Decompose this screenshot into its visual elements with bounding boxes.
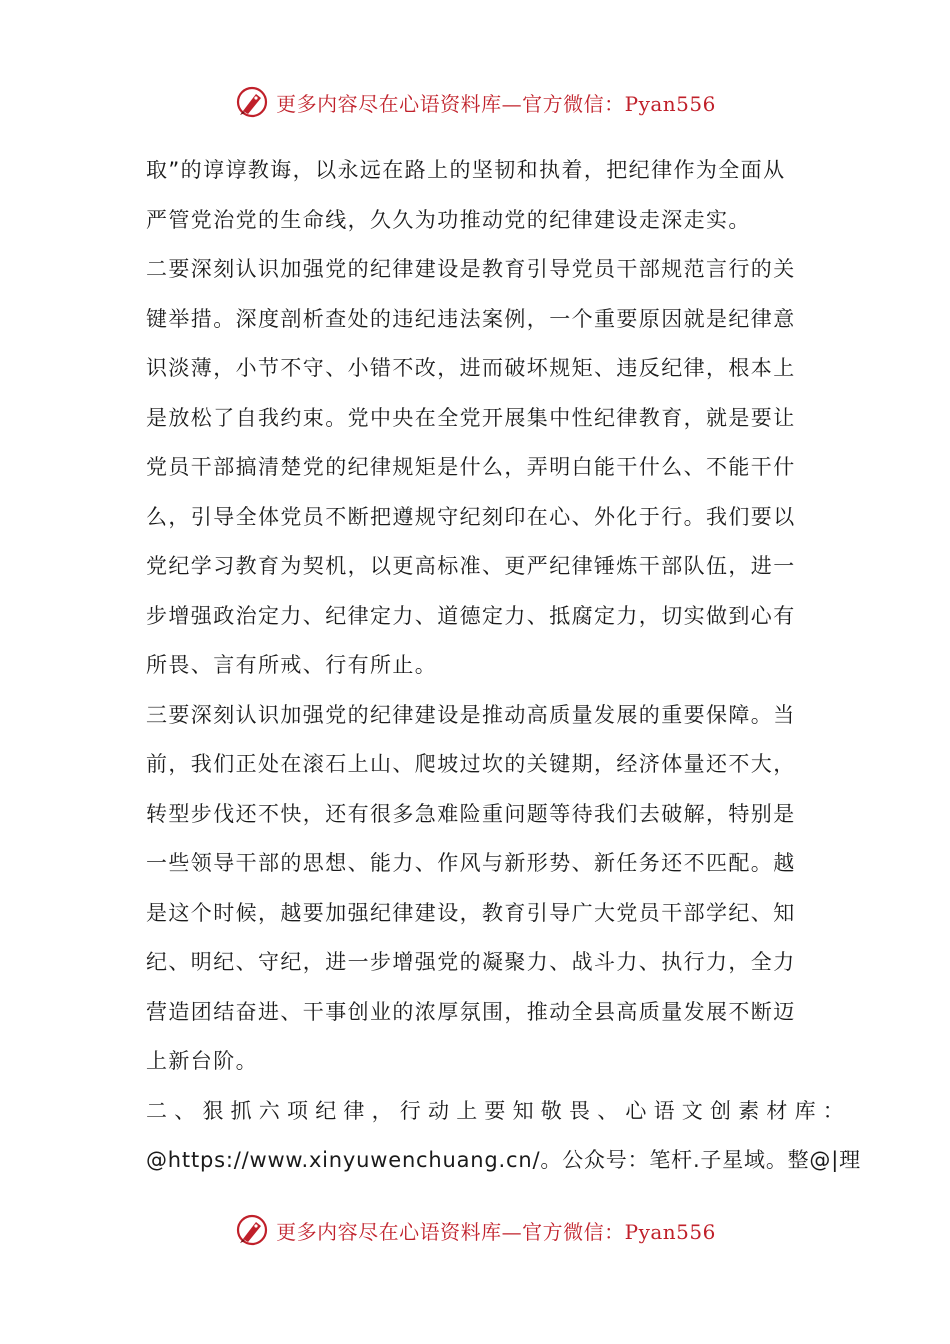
body-line: 纪、明纪、守纪，进一步增强党的凝聚力、战斗力、执行力，全力 bbox=[146, 950, 796, 974]
body-line: 是放松了自我约束。党中央在全党开展集中性纪律教育，就是要让 bbox=[146, 405, 796, 430]
body-line: 营造团结奋进、干事创业的浓厚氛围，推动全县高质量发展不断迈 bbox=[146, 999, 796, 1024]
body-line: 键举措。深度剖析查处的违纪违法案例，一个重要原因就是纪律意 bbox=[146, 306, 796, 331]
body-line: 转型步伐还不快，还有很多急难险重问题等待我们去破解，特别是 bbox=[146, 801, 796, 826]
body-line: 党员干部搞清楚党的纪律规矩是什么，弄明白能干什么、不能干什 bbox=[146, 455, 796, 479]
header-watermark-text: 更多内容尽在心语资料库—官方微信：Pyan556 bbox=[276, 91, 716, 116]
body-line: 前，我们正处在滚石上山、爬坡过坎的关键期，经济体量还不大， bbox=[146, 752, 796, 776]
document-body bbox=[146, 146, 861, 1186]
body-line: 党纪学习教育为契机，以更高标准、更严纪律锤炼干部队伍，进一 bbox=[146, 554, 796, 578]
body-line: 三要深刻认识加强党的纪律建设是推动高质量发展的重要保障。当 bbox=[146, 702, 796, 727]
body-line: 上新台阶。 bbox=[146, 1049, 258, 1073]
body-line: 严管党治党的生命线，久久为功推动党的纪律建设走深走实。 bbox=[146, 207, 751, 232]
body-line: 取”的谆谆教诲，以永远在路上的坚韧和执着，把纪律作为全面从 bbox=[146, 158, 786, 182]
section-heading-line: 二、狠抓六项纪律，行动上要知敬畏、心语文创素材库： bbox=[146, 1098, 851, 1123]
body-line: 么，引导全体党员不断把遵规守纪刻印在心、外化于行。我们要以 bbox=[146, 504, 796, 529]
body-line: 一些领导干部的思想、能力、作风与新形势、新任务还不匹配。越 bbox=[146, 851, 796, 875]
body-line: 步增强政治定力、纪律定力、道德定力、抵腐定力，切实做到心有 bbox=[146, 603, 796, 628]
body-line-url: @https://www.xinyuwenchuang.cn/。公众号：笔杆.子星域。整@|理 bbox=[146, 1148, 861, 1172]
pen-nib-logo-icon bbox=[234, 1212, 270, 1248]
body-line: 是这个时候，越要加强纪律建设，教育引导广大党员干部学纪、知 bbox=[146, 900, 796, 925]
footer-watermark-text: 更多内容尽在心语资料库—官方微信：Pyan556 bbox=[276, 1219, 716, 1244]
footer-watermark-banner bbox=[0, 1210, 950, 1250]
body-line: 识淡薄，小节不守、小错不改，进而破坏规矩、违反纪律，根本上 bbox=[146, 356, 796, 380]
body-line: 所畏、言有所戒、行有所止。 bbox=[146, 653, 438, 677]
pen-nib-logo-icon bbox=[234, 84, 270, 120]
body-line: 二要深刻认识加强党的纪律建设是教育引导党员干部规范言行的关 bbox=[146, 257, 796, 281]
header-watermark-banner bbox=[0, 82, 950, 122]
